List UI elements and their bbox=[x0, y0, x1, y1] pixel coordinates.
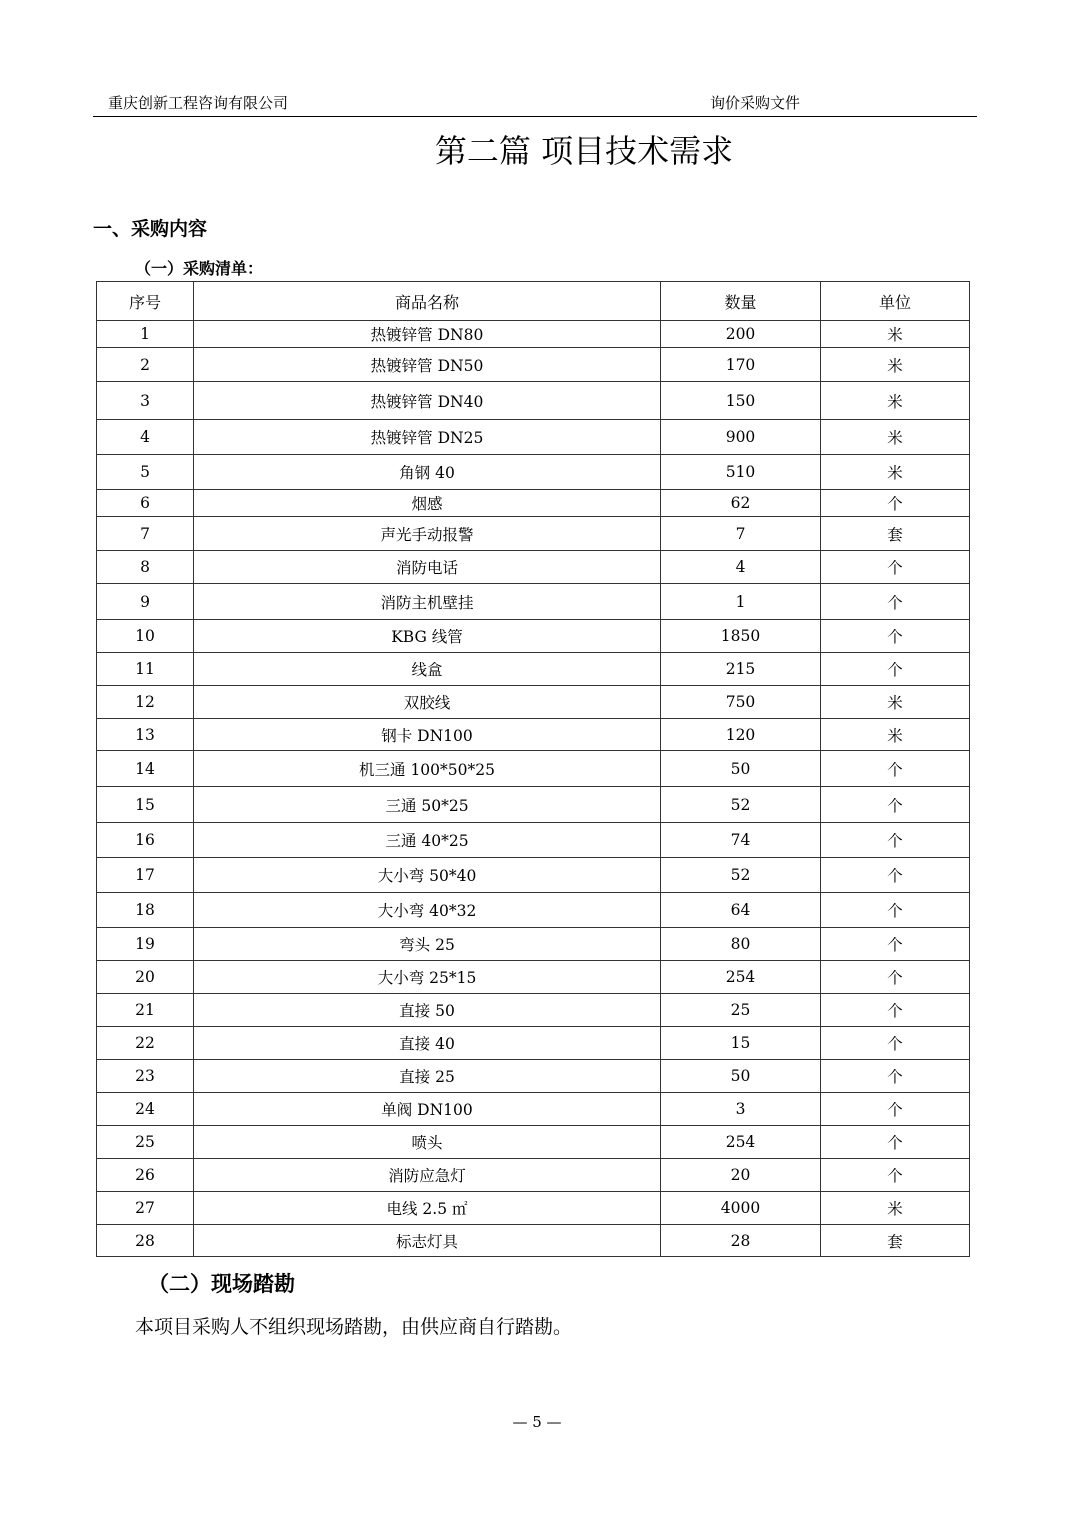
table-row bbox=[97, 653, 970, 686]
cell-index: 11 bbox=[97, 653, 194, 686]
cell-unit: 米 bbox=[821, 455, 970, 490]
cell-name: 消防电话 bbox=[194, 551, 661, 584]
cell-unit: 米 bbox=[821, 1192, 970, 1225]
cell-name: 消防应急灯 bbox=[194, 1159, 661, 1192]
column-header-quantity: 数量 bbox=[661, 282, 821, 321]
header-company: 重庆创新工程咨询有限公司 bbox=[108, 94, 289, 112]
page-number: — 5 — bbox=[512, 1413, 562, 1431]
cell-index: 12 bbox=[97, 686, 194, 719]
column-header-unit: 单位 bbox=[821, 282, 970, 321]
cell-index: 2 bbox=[97, 348, 194, 382]
cell-name: 标志灯具 bbox=[194, 1225, 661, 1257]
cell-quantity: 50 bbox=[661, 1060, 821, 1093]
cell-unit: 个 bbox=[821, 893, 970, 928]
cell-name: 消防主机壁挂 bbox=[194, 584, 661, 620]
table-row bbox=[97, 928, 970, 961]
table-row bbox=[97, 620, 970, 653]
cell-name: 烟感 bbox=[194, 490, 661, 517]
cell-name: 热镀锌管 DN80 bbox=[194, 321, 661, 348]
cell-quantity: 4 bbox=[661, 551, 821, 584]
cell-unit: 米 bbox=[821, 348, 970, 382]
cell-index: 25 bbox=[97, 1126, 194, 1159]
cell-unit: 个 bbox=[821, 928, 970, 961]
cell-name: 热镀锌管 DN50 bbox=[194, 348, 661, 382]
table-row bbox=[97, 686, 970, 719]
cell-quantity: 900 bbox=[661, 420, 821, 455]
cell-index: 19 bbox=[97, 928, 194, 961]
table-row bbox=[97, 348, 970, 382]
table-row bbox=[97, 455, 970, 490]
cell-quantity: 74 bbox=[661, 823, 821, 858]
cell-quantity: 254 bbox=[661, 1126, 821, 1159]
cell-quantity: 215 bbox=[661, 653, 821, 686]
cell-unit: 米 bbox=[821, 420, 970, 455]
table-row bbox=[97, 1126, 970, 1159]
cell-index: 22 bbox=[97, 1027, 194, 1060]
cell-index: 10 bbox=[97, 620, 194, 653]
cell-unit: 个 bbox=[821, 1126, 970, 1159]
cell-name: 电线 2.5 ㎡ bbox=[194, 1192, 661, 1225]
page-title: 第二篇 项目技术需求 bbox=[434, 132, 734, 170]
cell-quantity: 4000 bbox=[661, 1192, 821, 1225]
cell-unit: 个 bbox=[821, 961, 970, 994]
cell-name: 声光手动报警 bbox=[194, 517, 661, 551]
cell-index: 1 bbox=[97, 321, 194, 348]
cell-index: 26 bbox=[97, 1159, 194, 1192]
cell-index: 5 bbox=[97, 455, 194, 490]
cell-quantity: 150 bbox=[661, 382, 821, 420]
table-body bbox=[97, 321, 970, 1257]
table-row bbox=[97, 382, 970, 420]
cell-unit: 个 bbox=[821, 1159, 970, 1192]
cell-index: 13 bbox=[97, 719, 194, 751]
cell-name: 喷头 bbox=[194, 1126, 661, 1159]
table-row bbox=[97, 420, 970, 455]
table-row bbox=[97, 961, 970, 994]
table-row bbox=[97, 1093, 970, 1126]
cell-index: 14 bbox=[97, 751, 194, 787]
cell-unit: 米 bbox=[821, 719, 970, 751]
cell-unit: 个 bbox=[821, 551, 970, 584]
cell-index: 6 bbox=[97, 490, 194, 517]
cell-unit: 米 bbox=[821, 321, 970, 348]
cell-name: 机三通 100*50*25 bbox=[194, 751, 661, 787]
table-row bbox=[97, 1159, 970, 1192]
cell-quantity: 200 bbox=[661, 321, 821, 348]
cell-unit: 个 bbox=[821, 490, 970, 517]
cell-name: 热镀锌管 DN25 bbox=[194, 420, 661, 455]
cell-quantity: 254 bbox=[661, 961, 821, 994]
cell-unit: 个 bbox=[821, 823, 970, 858]
cell-name: 弯头 25 bbox=[194, 928, 661, 961]
cell-quantity: 25 bbox=[661, 994, 821, 1027]
cell-index: 4 bbox=[97, 420, 194, 455]
table-row bbox=[97, 517, 970, 551]
cell-unit: 个 bbox=[821, 620, 970, 653]
site-survey-text: 本项目采购人不组织现场踏勘，由供应商自行踏勘。 bbox=[135, 1316, 573, 1338]
table-row bbox=[97, 751, 970, 787]
table-row bbox=[97, 719, 970, 751]
column-header-name: 商品名称 bbox=[194, 282, 661, 321]
cell-name: 三通 50*25 bbox=[194, 787, 661, 823]
procurement-table bbox=[96, 281, 970, 1257]
table-row bbox=[97, 584, 970, 620]
table-row bbox=[97, 893, 970, 928]
table-row bbox=[97, 1027, 970, 1060]
section-heading-procurement-content: 一、采购内容 bbox=[93, 218, 208, 240]
cell-index: 21 bbox=[97, 994, 194, 1027]
cell-index: 16 bbox=[97, 823, 194, 858]
header-doc-type: 询价采购文件 bbox=[710, 94, 801, 112]
cell-unit: 个 bbox=[821, 787, 970, 823]
cell-index: 8 bbox=[97, 551, 194, 584]
cell-quantity: 3 bbox=[661, 1093, 821, 1126]
table-row bbox=[97, 1060, 970, 1093]
cell-quantity: 80 bbox=[661, 928, 821, 961]
section-heading-site-survey: （二）现场踏勘 bbox=[148, 1272, 295, 1296]
cell-quantity: 52 bbox=[661, 787, 821, 823]
cell-index: 18 bbox=[97, 893, 194, 928]
cell-name: 三通 40*25 bbox=[194, 823, 661, 858]
cell-index: 9 bbox=[97, 584, 194, 620]
cell-name: 线盒 bbox=[194, 653, 661, 686]
cell-name: 大小弯 25*15 bbox=[194, 961, 661, 994]
table-row bbox=[97, 823, 970, 858]
cell-index: 27 bbox=[97, 1192, 194, 1225]
cell-quantity: 510 bbox=[661, 455, 821, 490]
cell-name: 直接 50 bbox=[194, 994, 661, 1027]
cell-quantity: 1850 bbox=[661, 620, 821, 653]
cell-unit: 米 bbox=[821, 686, 970, 719]
table-row bbox=[97, 321, 970, 348]
cell-unit: 个 bbox=[821, 858, 970, 893]
cell-quantity: 170 bbox=[661, 348, 821, 382]
table-row bbox=[97, 1192, 970, 1225]
cell-name: 钢卡 DN100 bbox=[194, 719, 661, 751]
cell-name: 单阀 DN100 bbox=[194, 1093, 661, 1126]
cell-name: 双胶线 bbox=[194, 686, 661, 719]
table-row bbox=[97, 858, 970, 893]
cell-unit: 个 bbox=[821, 653, 970, 686]
cell-unit: 个 bbox=[821, 584, 970, 620]
subsection-heading-procurement-list: （一）采购清单： bbox=[135, 259, 264, 278]
column-header-index: 序号 bbox=[97, 282, 194, 321]
table-row bbox=[97, 787, 970, 823]
cell-quantity: 20 bbox=[661, 1159, 821, 1192]
cell-quantity: 120 bbox=[661, 719, 821, 751]
cell-unit: 个 bbox=[821, 1093, 970, 1126]
cell-quantity: 62 bbox=[661, 490, 821, 517]
table-row bbox=[97, 490, 970, 517]
cell-unit: 个 bbox=[821, 994, 970, 1027]
cell-quantity: 1 bbox=[661, 584, 821, 620]
cell-unit: 个 bbox=[821, 1027, 970, 1060]
table-row bbox=[97, 1225, 970, 1257]
cell-index: 24 bbox=[97, 1093, 194, 1126]
cell-name: 角钢 40 bbox=[194, 455, 661, 490]
table-row bbox=[97, 994, 970, 1027]
cell-name: KBG 线管 bbox=[194, 620, 661, 653]
cell-index: 7 bbox=[97, 517, 194, 551]
cell-quantity: 28 bbox=[661, 1225, 821, 1257]
cell-index: 23 bbox=[97, 1060, 194, 1093]
cell-name: 直接 25 bbox=[194, 1060, 661, 1093]
cell-name: 大小弯 40*32 bbox=[194, 893, 661, 928]
cell-unit: 套 bbox=[821, 517, 970, 551]
cell-unit: 套 bbox=[821, 1225, 970, 1257]
cell-name: 大小弯 50*40 bbox=[194, 858, 661, 893]
cell-unit: 个 bbox=[821, 1060, 970, 1093]
cell-unit: 米 bbox=[821, 382, 970, 420]
cell-index: 28 bbox=[97, 1225, 194, 1257]
cell-quantity: 750 bbox=[661, 686, 821, 719]
table-row bbox=[97, 551, 970, 584]
cell-quantity: 7 bbox=[661, 517, 821, 551]
cell-index: 17 bbox=[97, 858, 194, 893]
cell-unit: 个 bbox=[821, 751, 970, 787]
cell-name: 热镀锌管 DN40 bbox=[194, 382, 661, 420]
cell-index: 3 bbox=[97, 382, 194, 420]
cell-quantity: 50 bbox=[661, 751, 821, 787]
cell-quantity: 64 bbox=[661, 893, 821, 928]
cell-quantity: 15 bbox=[661, 1027, 821, 1060]
cell-quantity: 52 bbox=[661, 858, 821, 893]
cell-name: 直接 40 bbox=[194, 1027, 661, 1060]
cell-index: 15 bbox=[97, 787, 194, 823]
header-divider bbox=[93, 116, 977, 117]
cell-index: 20 bbox=[97, 961, 194, 994]
table-header-row bbox=[97, 282, 970, 321]
